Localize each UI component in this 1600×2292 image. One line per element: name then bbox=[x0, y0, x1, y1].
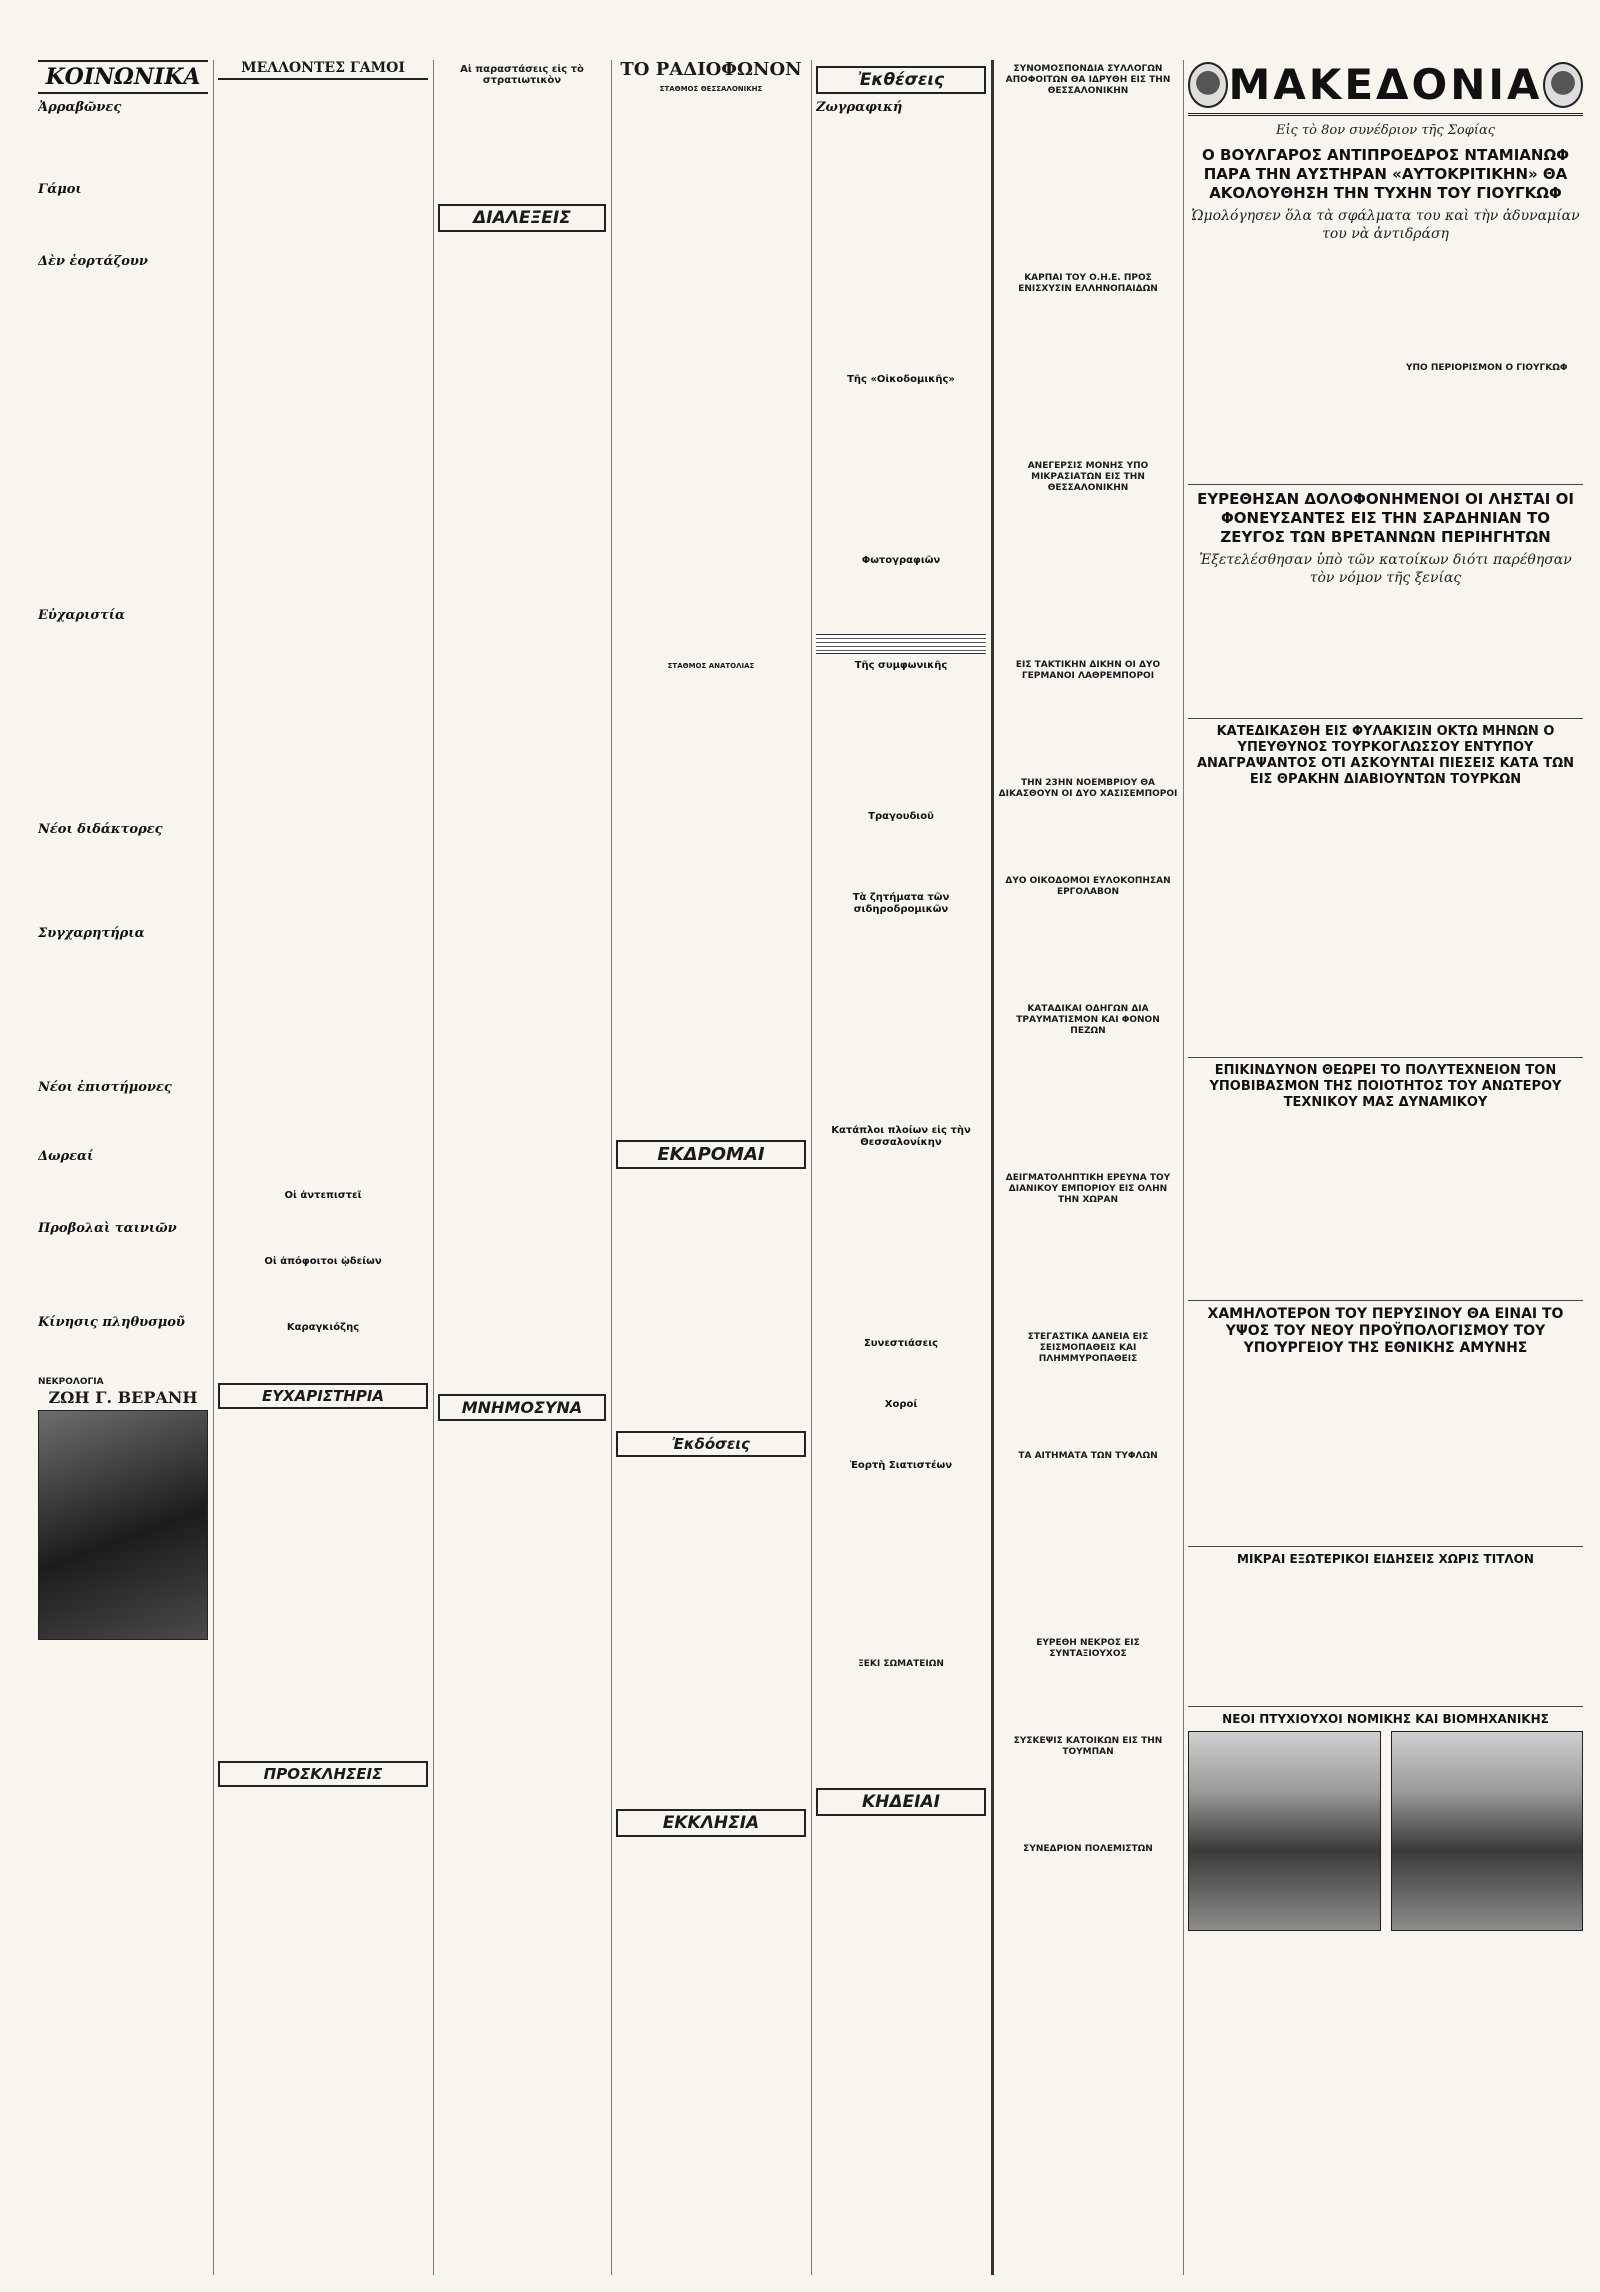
text-block bbox=[438, 238, 606, 1388]
text-block bbox=[998, 684, 1178, 774]
heading-not-celebrating: Δὲν ἑορτάζουν bbox=[38, 254, 148, 269]
text-block bbox=[816, 826, 986, 886]
text-block bbox=[998, 1208, 1178, 1328]
lead-kicker: Εἰς τὸ 8ον συνέδριον τῆς Σοφίας bbox=[1275, 123, 1496, 138]
heading-future-weddings: ΜΕΛΛΟΝΤΕΣ ΓΑΜΟΙ bbox=[218, 60, 428, 80]
heading-federation: ΣΥΝΟΜΟΣΠΟΝΔΙΑ ΣΥΛΛΟΓΩΝ ΑΠΟΦΟΙΤΩΝ ΘΑ ΙΔΡΥΘΗ ΕΙΣ ΤΗΝ ΘΕΣΣΑΛΟΝΙΚΗΝ bbox=[1005, 64, 1171, 96]
heading-radio: ΤΟ ΡΑΔΙΟΦΩΝΟΝ bbox=[620, 60, 802, 80]
budget-headline: ΧΑΜΗΛΟΤΕΡΟΝ ΤΟΥ ΠΕΡΥΣΙΝΟΥ ΘΑ ΕΙΝΑΙ ΤΟ ΥΨΟΣ ΤΟΥ ΝΕΟΥ ΠΡΟΫΠΟΛΟΓΙΣΜΟΥ ΤΟΥ ΥΠΟΥΡΓΕΙΟΥ ΤΗΣ ΕΘΝΙΚΗΣ ΑΜΥΝΗΣ bbox=[1207, 1306, 1564, 1356]
heading-retail-survey: ΔΕΙΓΜΑΤΟΛΗΠΤΙΚΗ ΕΡΕΥΝΑ ΤΟΥ ΔΙΑΝΙΚΟΥ ΕΜΠΟΡΙΟΥ ΕΙΣ ΟΛΗΝ ΤΗΝ ΧΩΡΑΝ bbox=[1005, 1173, 1171, 1205]
text-block bbox=[1188, 593, 1381, 713]
text-block bbox=[816, 675, 986, 805]
heading-associations: ΞΕΚΙ ΣΩΜΑΤΕΙΩΝ bbox=[858, 1659, 944, 1669]
text-block bbox=[1391, 1571, 1584, 1701]
lead-headline: Ο ΒΟΥΛΓΑΡΟΣ ΑΝΤΙΠΡΟΕΔΡΟΣ ΝΤΑΜΙΑΝΩΦ ΠΑΡΑ ΤΗΝ ΑΥΣΤΗΡΑΝ «ΑΥΤΟΚΡΙΤΙΚΗΝ» ΘΑ ΑΚΟΛΟΥΘΗΣΗ ΤΗΝ ΤΥΧΗΝ ΤΟΥ ΓΙΟΥΓΚΩΦ bbox=[1202, 146, 1569, 202]
text-block bbox=[438, 1427, 606, 2187]
heading-exhibitions: Ἐκθέσεις bbox=[816, 66, 986, 94]
text-block bbox=[218, 1205, 428, 1250]
text-block bbox=[218, 1271, 428, 1316]
text-block bbox=[998, 1039, 1178, 1169]
heading-invitations: ΠΡΟΣΚΛΗΣΕΙΣ bbox=[218, 1761, 428, 1787]
masthead bbox=[1188, 60, 1583, 116]
text-block bbox=[1188, 1571, 1381, 1701]
briefs-body bbox=[1188, 1571, 1583, 1701]
text-block bbox=[1391, 792, 1584, 1052]
section-banner-social: ΚΟΙΝΩΝΙΚΑ bbox=[38, 60, 208, 94]
heading-found-dead: ΕΥΡΕΘΗ ΝΕΚΡΟΣ ΕΙΣ ΣΥΝΤΑΞΙΟΥΧΟΣ bbox=[1036, 1638, 1140, 1659]
text-block bbox=[998, 1662, 1178, 1732]
column-exhibitions bbox=[816, 60, 986, 2275]
heading-anatolia-station: ΣΤΑΘΜΟΣ ΑΝΑΤΟΛΙΑΣ bbox=[667, 662, 755, 670]
heading-hashish-trial: ΤΗΝ 23ΗΝ ΝΟΕΜΒΡΙΟΥ ΘΑ ΔΙΚΑΣΘΟΥΝ ΟΙ ΔΥΟ ΧΑΣΙΣΕΜΠΟΡΟΙ bbox=[998, 778, 1178, 799]
polytechnic-headline: ΕΠΙΚΙΝΔΥΝΟΝ ΘΕΩΡΕΙ ΤΟ ΠΟΛΥΤΕΧΝΕΙΟΝ ΤΟΝ ΥΠΟΒΙΒΑΣΜΟΝ ΤΗΣ ΠΟΙΟΤΗΤΟΣ ΤΟΥ ΑΝΩΤΕΡΟΥ ΤΕΧΝΙΚΟΥ ΜΑΣ ΔΥΝΑΜΙΚΟΥ bbox=[1209, 1063, 1562, 1110]
heading-funerals: ΚΗΔΕΙΑΙ bbox=[816, 1788, 986, 1816]
text-block bbox=[616, 97, 806, 657]
heading-siatista-celebration: Ἑορτὴ Σιατιστέων bbox=[849, 1460, 953, 1471]
heading-scientists: Νέοι ἐπιστήμονες bbox=[38, 1080, 172, 1095]
text-block bbox=[38, 272, 208, 602]
column-front bbox=[1188, 60, 1583, 2275]
text-block bbox=[998, 1464, 1178, 1634]
heading-publications: Ἐκδόσεις bbox=[616, 1431, 806, 1457]
heading-congratulations: Συγχαρητήρια bbox=[38, 926, 145, 941]
text-block bbox=[616, 1843, 806, 2275]
text-block bbox=[38, 1167, 208, 1215]
sardinia-subheadline: Ἐξετελέσθησαν ὑπὸ τῶν κατοίκων διότι παρέθησαν τὸν νόμον τῆς ξενίας bbox=[1199, 552, 1572, 586]
text-block bbox=[816, 118, 986, 368]
divider bbox=[1188, 1706, 1583, 1707]
heading-dinners: Συνεστιάσεις bbox=[863, 1338, 939, 1349]
heading-military-performances: Αἱ παραστάσεις εἰς τὸ στρατιωτικὸν bbox=[460, 64, 584, 86]
text-block bbox=[816, 1672, 986, 1782]
column-rule bbox=[433, 60, 434, 2275]
graduates-photo-left bbox=[1188, 1731, 1381, 1931]
emblem-right-icon bbox=[1543, 62, 1583, 108]
text-block bbox=[1391, 1115, 1584, 1295]
text-block bbox=[816, 919, 986, 1119]
heading-antevtistai: Οἱ ἀντεπιστεῖ bbox=[284, 1190, 362, 1201]
heading-memorials: ΜΝΗΜΟΣΥΝΑ bbox=[438, 1394, 606, 1421]
text-block bbox=[38, 1644, 208, 1804]
text-block bbox=[438, 88, 606, 198]
heading-un-aid: ΚΑΡΠΑΙ ΤΟΥ Ο.Η.Ε. ΠΡΟΣ ΕΝΙΣΧΥΣΙΝ ΕΛΛΗΝΟΠΑΙΔΩΝ bbox=[1018, 273, 1158, 294]
text-block bbox=[998, 297, 1178, 457]
music-staff-graphic bbox=[816, 634, 986, 654]
briefs-headline: ΜΙΚΡΑΙ ΕΞΩΤΕΡΙΚΟΙ ΕΙΔΗΣΕΙΣ ΧΩΡΙΣ ΤΙΤΛΟΝ bbox=[1237, 1552, 1534, 1566]
emblem-left-icon bbox=[1188, 62, 1228, 108]
text-block bbox=[816, 1475, 986, 1655]
text-block bbox=[38, 1239, 208, 1309]
text-block bbox=[816, 1152, 986, 1332]
graduates-photos bbox=[1188, 1731, 1583, 1931]
heading-church: ΕΚΚΛΗΣΙΑ bbox=[616, 1809, 806, 1837]
text-block bbox=[998, 99, 1178, 269]
heading-construction: Τῆς «Οἰκοδομικῆς» bbox=[847, 374, 955, 385]
divider bbox=[1188, 1546, 1583, 1547]
text-block bbox=[998, 900, 1178, 1000]
heading-housing-loans: ΣΤΕΓΑΣΤΙΚΑ ΔΑΝΕΙΑ ΕΙΣ ΣΕΙΣΜΟΠΑΘΕΙΣ ΚΑΙ ΠΛΗΜΜΥΡΟΠΑΘΕΙΣ bbox=[1027, 1332, 1149, 1364]
text-block bbox=[218, 1415, 428, 1755]
turkish-press-headline: ΚΑΤΕΔΙΚΑΣΘΗ ΕΙΣ ΦΥΛΑΚΙΣΙΝ ΟΚΤΩ ΜΗΝΩΝ Ο ΥΠΕΥΘΥΝΟΣ ΤΟΥΡΚΟΓΛΩΣΣΟΥ ΕΝΤΥΠΟΥ ΑΝΑΓΡΑΨΑΝΤΟΣ ΟΤΙ ΑΣΚΟΥΝΤΑΙ ΠΙΕΣΕΙΣ ΚΑΤΑ ΤΩΝ ΕΙΣ ΘΡΑΚΗΝ ΔΙΑΒΙΟΥΝΤΩΝ ΤΟΥΡΚΩΝ bbox=[1196, 724, 1575, 787]
heading-monastery: ΑΝΕΓΕΡΣΙΣ ΜΟΝΗΣ ΥΠΟ ΜΙΚΡΑΣΙΑΤΩΝ ΕΙΣ ΤΗΝ ΘΕΣΣΑΛΟΝΙΚΗΝ bbox=[1027, 461, 1149, 493]
text-block bbox=[218, 1337, 428, 1377]
text-block bbox=[1391, 593, 1584, 713]
text-block bbox=[38, 1098, 208, 1143]
text-block bbox=[1188, 1361, 1381, 1541]
obituary-name: ΖΩΗ Γ. ΒΕΡΑΝΗ bbox=[48, 1388, 198, 1407]
text-block bbox=[816, 1414, 986, 1454]
photo-caption bbox=[1188, 1935, 1583, 1975]
text-block bbox=[38, 1333, 208, 1373]
heading-painting: Ζωγραφική bbox=[816, 100, 903, 115]
heading-ship-arrivals: Κατάπλοι πλοίων εἰς τὴν Θεσσαλονίκην bbox=[831, 1125, 971, 1148]
heading-railway-issues: Τὰ ζητήματα τῶν σιδηροδρομικῶν bbox=[852, 892, 950, 915]
column-rule-heavy bbox=[991, 60, 994, 2275]
divider bbox=[1188, 718, 1583, 719]
heading-builders: ΔΥΟ ΟΙΚΟΔΟΜΟΙ ΕΥΛΟΚΟΠΗΣΑΝ ΕΡΓΟΛΑΒΟΝ bbox=[1005, 876, 1171, 897]
column-rule bbox=[611, 60, 612, 2275]
heading-german-smugglers: ΕΙΣ ΤΑΚΤΙΚΗΝ ΔΙΚΗΝ ΟΙ ΔΥΟ ΓΕΡΜΑΝΟΙ ΛΑΘΡΕΜΠΟΡΟΙ bbox=[1015, 660, 1161, 681]
heading-weddings: Γάμοι bbox=[38, 182, 82, 197]
heading-driver-sentences: ΚΑΤΑΔΙΚΑΙ ΟΔΗΓΩΝ ΔΙΑ ΤΡΑΥΜΑΤΙΣΜΟΝ ΚΑΙ ΦΟΝΟΝ ΠΕΖΩΝ bbox=[1016, 1004, 1160, 1036]
heading-photography: Φωτογραφιῶν bbox=[861, 555, 941, 566]
divider bbox=[1188, 484, 1583, 485]
text-block bbox=[1391, 249, 1584, 359]
heading-symphonic: Τῆς συμφωνικῆς bbox=[854, 660, 948, 671]
column-rule bbox=[811, 60, 812, 2275]
heading-song: Τραγουδιοῦ bbox=[868, 811, 934, 822]
text-block bbox=[616, 674, 806, 1134]
graduates-photo-right bbox=[1391, 1731, 1584, 1931]
text-block bbox=[38, 118, 208, 176]
column-social bbox=[38, 60, 208, 2275]
lead-body bbox=[1188, 249, 1583, 479]
text-block bbox=[1391, 376, 1584, 476]
heading-thanks-notices: ΕΥΧΑΡΙΣΤΗΡΙΑ bbox=[218, 1383, 428, 1409]
heading-karagiozis: Καραγκιόζης bbox=[286, 1322, 360, 1333]
heading-population: Κίνησις πληθυσμοῦ bbox=[38, 1315, 185, 1330]
heading-blind-demands: ΤΑ ΑΙΤΗΜΑΤΑ ΤΩΝ ΤΥΦΛΩΝ bbox=[1018, 1451, 1158, 1461]
text-block bbox=[1188, 1115, 1381, 1295]
column-future-weddings bbox=[218, 60, 428, 2275]
budget-body bbox=[1188, 1361, 1583, 1541]
heading-radio-station: ΣΤΑΘΜΟΣ ΘΕΣΣΑΛΟΝΙΚΗΣ bbox=[659, 85, 763, 93]
heading-graduates: Οἱ ἀπόφοιτοι ᾠδείων bbox=[264, 1256, 382, 1267]
divider bbox=[1188, 1057, 1583, 1058]
text-block bbox=[998, 1367, 1178, 1447]
text-block bbox=[816, 389, 986, 549]
heading-donations: Δωρεαί bbox=[38, 1149, 94, 1164]
text-block bbox=[1188, 249, 1381, 479]
text-block bbox=[816, 570, 986, 630]
turkish-press-body bbox=[1188, 792, 1583, 1052]
heading-lectures: ΔΙΑΛΕΞΕΙΣ bbox=[438, 204, 606, 232]
text-block bbox=[616, 1175, 806, 1425]
text-block bbox=[38, 944, 208, 1074]
text-block bbox=[38, 840, 208, 920]
heading-dances: Χοροί bbox=[884, 1399, 918, 1410]
text-block bbox=[616, 1463, 806, 1803]
heading-thanks: Εὐχαριστία bbox=[38, 608, 126, 623]
heading-doctorates: Νέοι διδάκτορες bbox=[38, 822, 163, 837]
heading-yugov: ΥΠΟ ΠΕΡΙΟΡΙΣΜΟΝ Ο ΓΙΟΥΓΚΩΦ bbox=[1405, 363, 1568, 373]
text-block bbox=[816, 1353, 986, 1393]
text-block bbox=[998, 1857, 1178, 2057]
heading-engagements: Ἀρραβῶνες bbox=[38, 100, 122, 115]
text-block bbox=[998, 1760, 1178, 1840]
text-block bbox=[218, 84, 428, 1184]
column-rule bbox=[213, 60, 214, 2275]
sardinia-headline: ΕΥΡΕΘΗΣΑΝ ΔΟΛΟΦΟΝΗΜΕΝΟΙ ΟΙ ΛΗΣΤΑΙ ΟΙ ΦΟΝΕΥΣΑΝΤΕΣ ΕΙΣ ΤΗΝ ΣΑΡΔΗΝΙΑΝ ΤΟ ΖΕΥΓΟΣ ΤΩΝ ΒΡΕΤΑΝΝΩΝ ΠΕΡΙΗΓΗΤΩΝ bbox=[1197, 490, 1574, 546]
heading-veterans-congress: ΣΥΝΕΔΡΙΟΝ ΠΟΛΕΜΙΣΤΩΝ bbox=[1023, 1844, 1153, 1854]
sardinia-body bbox=[1188, 593, 1583, 713]
heading-residents-meeting: ΣΥΣΚΕΨΙΣ ΚΑΤΟΙΚΩΝ ΕΙΣ ΤΗΝ ΤΟΥΜΠΑΝ bbox=[1013, 1736, 1163, 1757]
column-radio bbox=[616, 60, 806, 2275]
text-block bbox=[1391, 1361, 1584, 1541]
column-performances bbox=[438, 60, 606, 2275]
text-block bbox=[1188, 792, 1381, 1052]
obituary-portrait bbox=[38, 1410, 208, 1640]
text-block bbox=[998, 496, 1178, 656]
obituary-label: ΝΕΚΡΟΛΟΓΙΑ bbox=[38, 1377, 104, 1387]
text-block bbox=[38, 626, 208, 816]
newspaper-page bbox=[38, 60, 1583, 2275]
masthead-title: ΜΑΚΕΔΟΝΙΑ bbox=[1228, 60, 1543, 109]
column-local-news bbox=[998, 60, 1178, 2275]
text-block bbox=[998, 802, 1178, 872]
heading-excursions: ΕΚΔΡΟΜΑΙ bbox=[616, 1140, 806, 1169]
column-rule bbox=[1183, 60, 1184, 2275]
graduates-photo-headline: ΝΕΟΙ ΠΤΥΧΙΟΥΧΟΙ ΝΟΜΙΚΗΣ ΚΑΙ ΒΙΟΜΗΧΑΝΙΚΗΣ bbox=[1222, 1712, 1549, 1726]
heading-film-screenings: Προβολαὶ ταινιῶν bbox=[38, 1221, 177, 1236]
polytechnic-body bbox=[1188, 1115, 1583, 1295]
text-block bbox=[38, 200, 208, 248]
divider bbox=[1188, 1300, 1583, 1301]
text-block bbox=[816, 1822, 986, 2152]
lead-subheadline: Ὡμολόγησεν ὅλα τὰ σφάλματα του καὶ τὴν ἀδυναμίαν του νὰ ἀντιδράση bbox=[1191, 208, 1580, 242]
text-block bbox=[218, 1793, 428, 2223]
